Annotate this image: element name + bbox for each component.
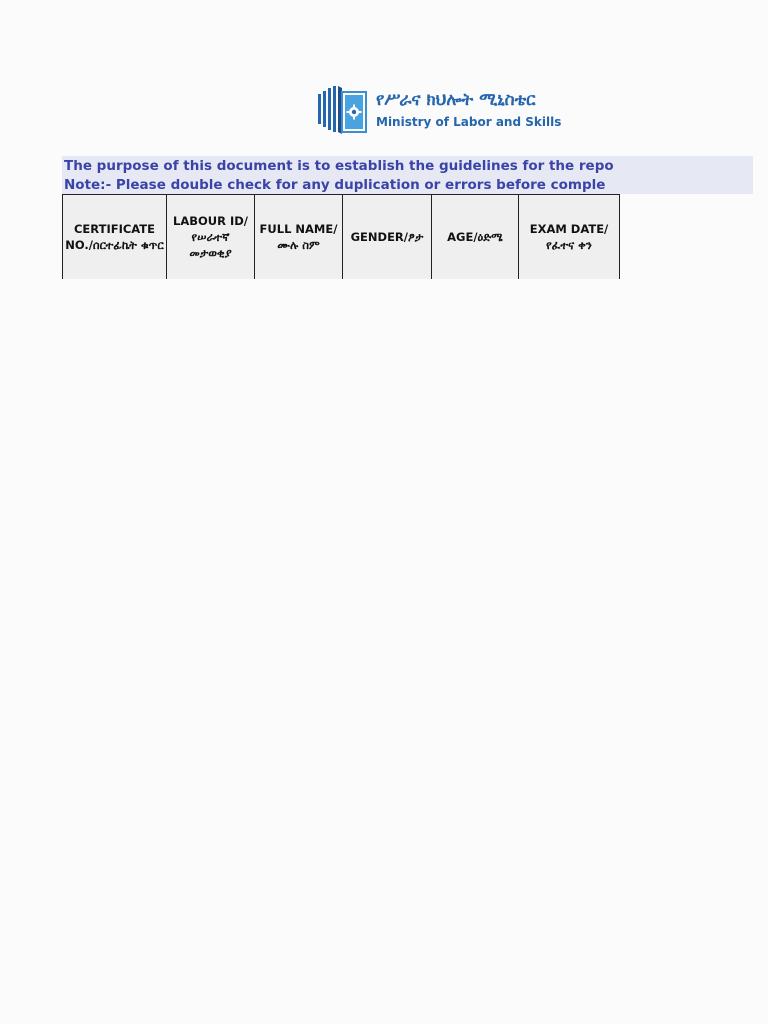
header-certificate-no[interactable]: CERTIFICATE NO./ሰርተፊኬት ቁጥር (63, 195, 167, 280)
registration-table (62, 194, 620, 279)
note-text: Note:- Please double check for any duplication or errors before comple (64, 177, 606, 193)
logo-english-text: Ministry of Labor and Skills (376, 115, 562, 129)
header-exam-date[interactable]: EXAM DATE/የፈተና ቀን (519, 195, 620, 280)
header-gender[interactable]: GENDER/ፆታ (343, 195, 432, 280)
header-full-name[interactable]: FULL NAME/ሙሉ ስም (255, 195, 343, 280)
purpose-text: The purpose of this document is to establish the guidelines for the repo (64, 158, 614, 174)
logo-amharic-text: የሥራና ክህሎት ሚኒስቴር (376, 90, 536, 110)
header-age[interactable]: AGE/ዕድሜ (432, 195, 519, 280)
instruction-banner (62, 156, 753, 194)
ministry-logo (316, 84, 562, 140)
banner-text-clip (62, 156, 620, 194)
table-header-row (63, 195, 620, 280)
header-labour-id[interactable]: LABOUR ID/የሠራተኛ መታወቂያ (167, 195, 255, 280)
ministry-emblem-icon (316, 84, 372, 140)
